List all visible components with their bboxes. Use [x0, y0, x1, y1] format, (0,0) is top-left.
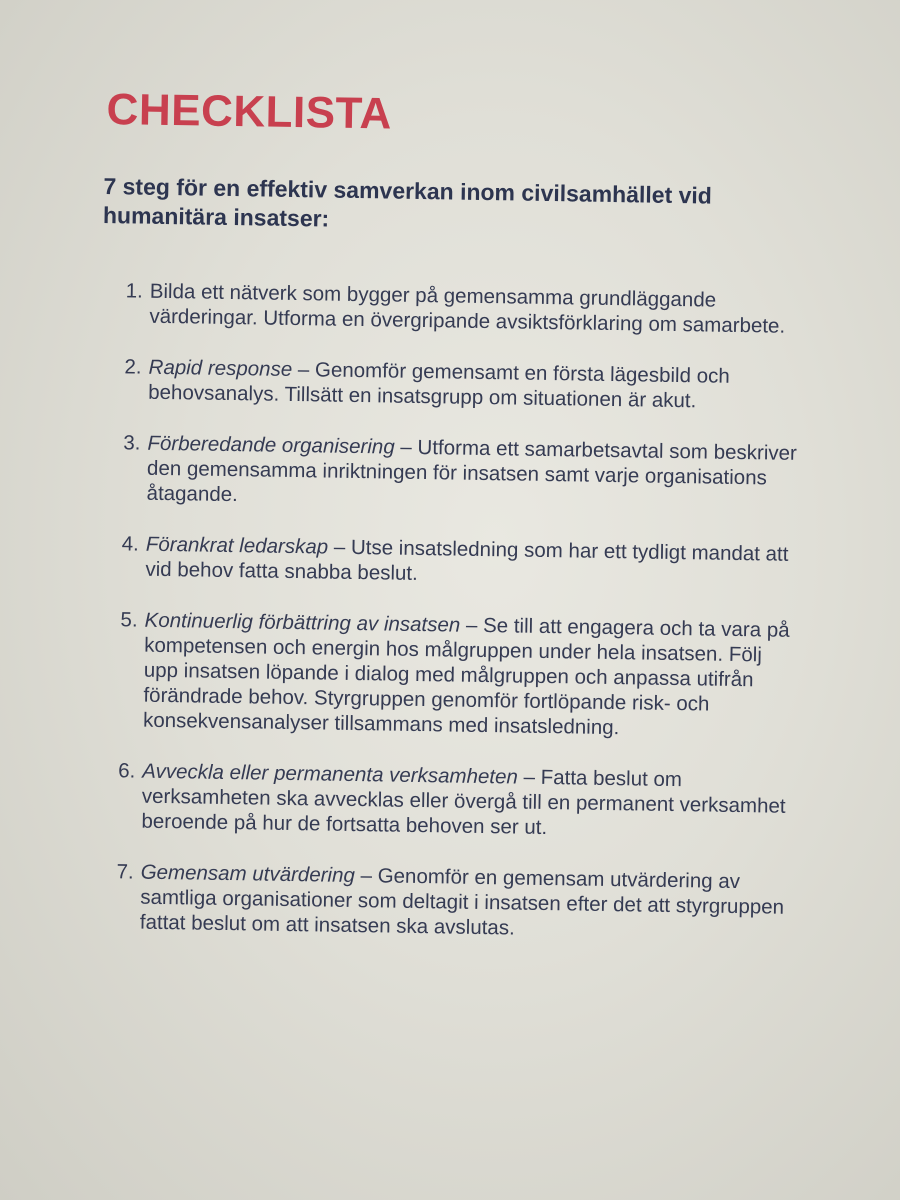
- step-separator: –: [327, 535, 352, 559]
- step-separator: –: [460, 613, 484, 638]
- step-body: [148, 355, 801, 415]
- step-title: Gemensam utvärdering: [140, 860, 356, 888]
- document-content: [91, 85, 805, 971]
- page-title: CHECKLISTA: [106, 85, 393, 139]
- checklist-step: [98, 430, 799, 516]
- step-title: Kontinuerlig förbättring av insatsen: [144, 608, 461, 637]
- step-separator: –: [354, 864, 378, 888]
- step-title: Rapid response: [148, 355, 293, 381]
- step-body: [143, 608, 797, 743]
- step-text: Se till att engagera och ta vara på kompetensen och energin hos målgruppen under hela insatsen. Följ upp insatsen löpande i dialog med målgruppen och anpassa utifrån förändrade behov. Styrgruppen genomför fortlöpande risk- och konsekvensanalyser tillsammans med insatsledning.: [142, 614, 790, 740]
- step-body: [149, 279, 802, 339]
- step-title: Förankrat ledarskap: [145, 532, 329, 559]
- step-number: 3.: [123, 431, 141, 455]
- step-number: 1.: [125, 279, 143, 303]
- step-text: Utse insatsledning som har ett tydligt mandat att vid behov fatta snabba beslut.: [145, 535, 789, 585]
- step-body: [140, 860, 793, 945]
- checklist-step: [93, 758, 794, 844]
- step-text: Bilda ett nätverk som bygger på gemensamma grundläggande värderingar. Utforma en övergripande avsiktsförklaring om samarbete.: [149, 279, 786, 338]
- step-number: 6.: [117, 759, 136, 783]
- step-text: Genomför gemensamt en första lägesbild och behovsanalys. Tillsätt en insatsgrupp om situationen är akut.: [148, 358, 730, 413]
- step-separator: –: [292, 357, 316, 382]
- checklist-steps: [92, 278, 802, 945]
- step-number: 5.: [120, 608, 138, 632]
- checklist-step: [95, 607, 797, 743]
- step-body: [145, 532, 798, 592]
- page-subtitle: 7 steg för en effektiv samverkan inom civilsamhället vid humanitära insatser:: [102, 172, 713, 232]
- step-separator: –: [394, 435, 418, 459]
- step-body: [146, 431, 799, 516]
- checklist-step: [101, 278, 802, 339]
- step-title: Avveckla eller permanenta verksamheten: [142, 759, 519, 789]
- step-number: 7.: [116, 860, 134, 884]
- step-number: 4.: [121, 532, 140, 556]
- step-text: Utforma ett samarbetsavtal som beskriver den gemensamma inriktningen för insatsen samt varje organisations åtagande.: [146, 435, 798, 507]
- checklist-step: [92, 859, 793, 945]
- step-number: 2.: [124, 355, 142, 379]
- step-separator: –: [517, 765, 541, 789]
- checklist-step: [100, 354, 801, 415]
- step-body: [141, 759, 794, 844]
- step-title: Förberedande organisering: [147, 431, 395, 459]
- step-text: Fatta beslut om verksamheten ska avvecklas eller övergå till en permanent verksamhet beroende på hur de fortsatta behoven ser ut.: [141, 765, 786, 840]
- step-text: Genomför en gemensam utvärdering av samtliga organisationer som deltagit i insatsen efter det att styrgruppen fattat beslut om att insatsen ska avslutas.: [139, 864, 785, 940]
- checklist-step: [97, 531, 798, 592]
